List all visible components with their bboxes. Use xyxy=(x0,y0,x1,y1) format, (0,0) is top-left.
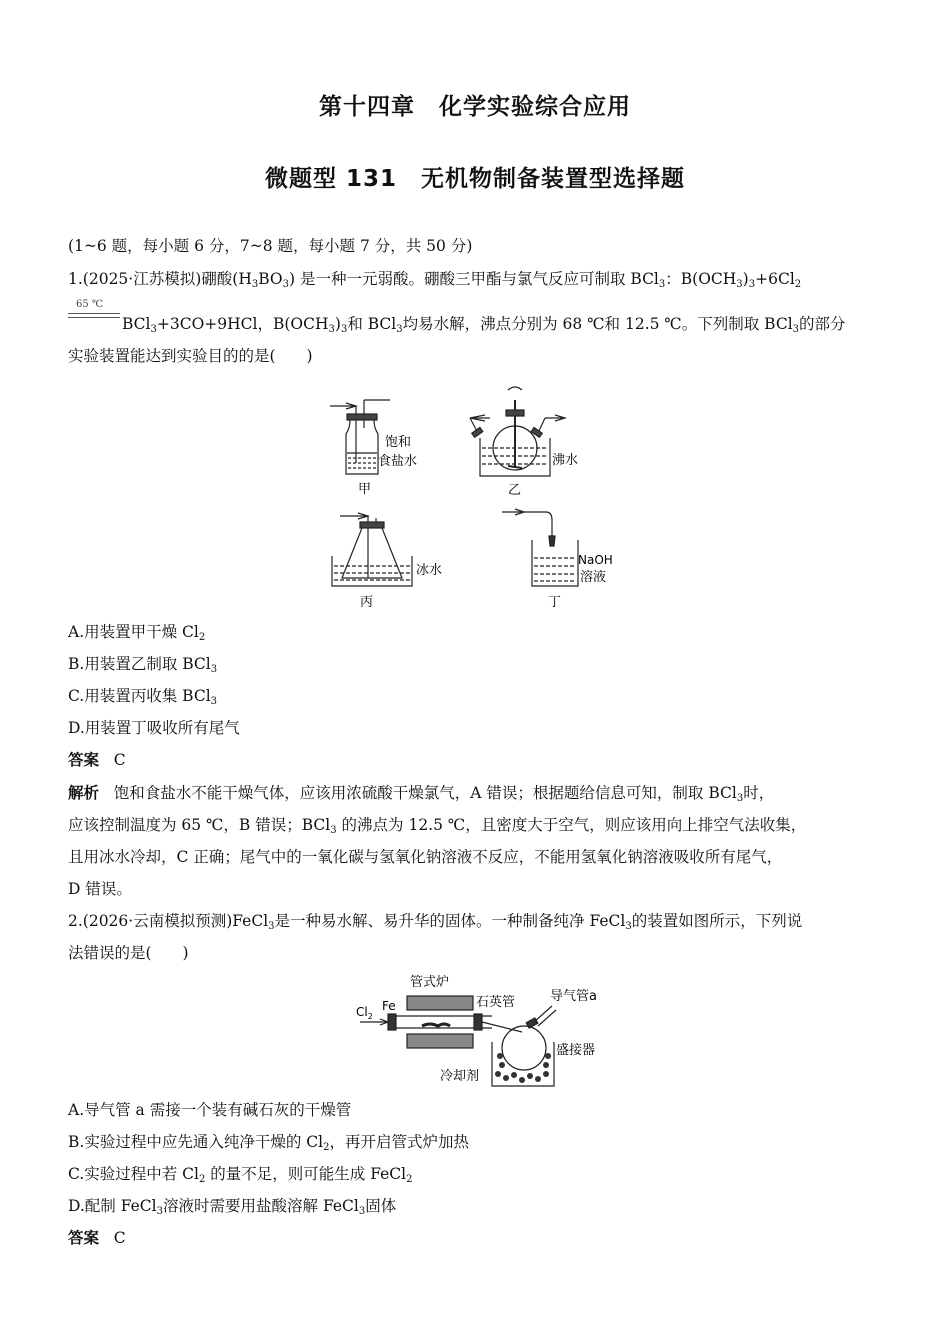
apparatus-diagram xyxy=(320,378,640,613)
svg-text:NaOH: NaOH xyxy=(578,553,613,567)
q2-option-b: B.实验过程中应先通入纯净干燥的 $Cl_2$，再开启管式炉加热 xyxy=(68,1133,469,1153)
q2-answer: 答案 C xyxy=(68,1229,126,1247)
section-title: 微题型 131 无机物制备装置型选择题 xyxy=(264,166,686,192)
svg-text:丙: 丙 xyxy=(360,595,374,610)
reaction-condition: 65 ℃ xyxy=(68,297,120,327)
q2-option-c: C.实验过程中若 $Cl_2$ 的量不足，则可能生成 FeCl$_2$ xyxy=(68,1165,413,1185)
svg-text:饱和: 饱和 xyxy=(385,435,412,450)
q1-stem-line2: BCl$_3$+3CO+9HCl，$B(OCH_3)_3$和 BCl$_3$均易水解，沸点分别为 68 ℃和 12.5 ℃。下列制取 BCl$_3$的部分 xyxy=(122,315,846,335)
q1-option-b: B.用装置乙制取 BCl$_3$ xyxy=(68,655,218,675)
q2-apparatus-figure xyxy=(352,970,604,1088)
svg-text:食盐水: 食盐水 xyxy=(378,454,418,469)
q2-stem-line1: 2.(2026·云南模拟预测)FeCl$_3$是一种易水解、易升华的固体。一种制备纯净 FeCl$_3$的装置如图所示，下列说 xyxy=(68,912,803,932)
furnace-diagram xyxy=(352,970,604,1088)
q1-apparatus-figure xyxy=(320,378,640,613)
svg-text:Cl2: $Cl_2$ xyxy=(356,1005,373,1021)
svg-text:冷却剂: 冷却剂 xyxy=(440,1069,480,1084)
svg-text:盛接器: 盛接器 xyxy=(556,1043,596,1058)
svg-text:石英管: 石英管 xyxy=(476,995,516,1010)
svg-text:甲: 甲 xyxy=(358,482,372,497)
svg-text:管式炉: 管式炉 xyxy=(410,975,450,990)
q1-analysis-line2: 应该控制温度为 65 ℃，B 错误；BCl$_3$ 的沸点为 12.5 ℃，且密度大于空气，则应该用向上排空气法收集， xyxy=(68,816,807,836)
q1-stem-line1: 1.(2025·江苏模拟)硼酸$(H_3BO_3)$ 是一种一元弱酸。硼酸三甲酯与氯气反应可制取 BCl$_3$：$B(OCH_3)_3+6Cl_2$ xyxy=(68,270,802,290)
scoring-note: (1~6 题，每小题 6 分，7~8 题，每小题 7 分，共 50 分) xyxy=(68,237,473,255)
svg-text:溶液: 溶液 xyxy=(580,570,607,585)
q2-stem-line2: 法错误的是( ) xyxy=(68,944,189,962)
svg-text:沸水: 沸水 xyxy=(552,453,579,468)
q1-option-a: A.用装置甲干燥 $Cl_2$ xyxy=(68,623,206,643)
q2-option-d: D.配制 FeCl$_3$溶液时需要用盐酸溶解 FeCl$_3$固体 xyxy=(68,1197,397,1217)
q1-answer: 答案 C xyxy=(68,751,126,769)
q1-analysis-line4: D 错误。 xyxy=(68,880,132,898)
q1-analysis-line3: 且用冰水冷却，C 正确；尾气中的一氧化碳与氢氧化钠溶液不反应，不能用氢氧化钠溶液吸收所有尾气， xyxy=(68,848,783,866)
q1-option-d: D.用装置丁吸收所有尾气 xyxy=(68,719,240,737)
chapter-title: 第十四章 化学实验综合应用 xyxy=(319,94,631,120)
svg-text:丁: 丁 xyxy=(548,595,562,610)
svg-text:Fe: Fe xyxy=(382,999,396,1013)
svg-text:冰水: 冰水 xyxy=(416,563,443,578)
q1-analysis-line1: 解析 饱和食盐水不能干燥气体，应该用浓硫酸干燥氯气，A 错误；根据题给信息可知，制取 BCl$_3$时， xyxy=(68,784,775,804)
q1-stem-line3: 实验装置能达到实验目的的是( ) xyxy=(68,347,313,365)
svg-text:导气管a: 导气管a xyxy=(550,989,597,1004)
q1-option-c: C.用装置丙收集 BCl$_3$ xyxy=(68,687,218,707)
q2-option-a: A.导气管 a 需接一个装有碱石灰的干燥管 xyxy=(68,1101,352,1119)
svg-text:乙: 乙 xyxy=(508,483,522,498)
